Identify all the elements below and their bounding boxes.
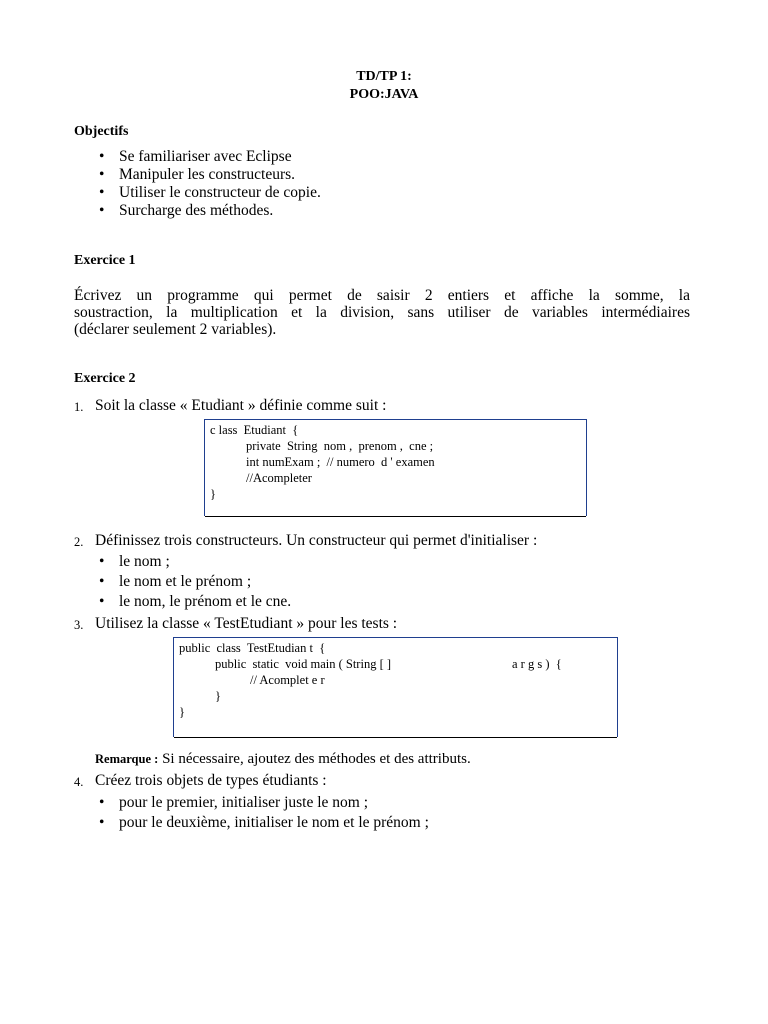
list-item: • Surcharge des méthodes. — [99, 202, 321, 220]
step-number: 3. — [74, 618, 84, 632]
paragraph-line: soustraction, la multiplication et la division, sans utiliser de variables intermédiaires — [74, 304, 690, 321]
list-item: • pour le premier, initialiser juste le nom ; — [99, 793, 429, 813]
list-item: • Se familiariser avec Eclipse — [99, 148, 321, 166]
code-line: //Acompleter — [246, 471, 312, 485]
paragraph-line: (déclarer seulement 2 variables). — [74, 321, 277, 338]
step-number: 4. — [74, 775, 84, 789]
code-block-etudiant — [204, 419, 587, 516]
step4-list — [99, 793, 429, 833]
code-block-testetudiant — [173, 637, 618, 737]
step2-list — [99, 552, 291, 612]
exercice1-heading: Exercice 1 — [74, 253, 136, 268]
paragraph-line: Écrivez un programme qui permet de saisir 2 entiers et affiche la somme, la — [74, 287, 690, 304]
code-line: } — [215, 689, 221, 703]
code-line: } — [210, 487, 216, 501]
list-item: • le nom et le prénom ; — [99, 572, 291, 592]
code-line: c lass Etudiant { — [210, 423, 299, 437]
step-number: 1. — [74, 400, 84, 414]
doc-title-line1: TD/TP 1: — [356, 69, 412, 84]
remark — [95, 750, 471, 768]
list-item: • le nom ; — [99, 552, 291, 572]
step-text: Définissez trois constructeurs. Un constructeur qui permet d'initialiser : — [95, 532, 538, 549]
exercice1-paragraph — [74, 287, 690, 338]
step-number: 2. — [74, 535, 84, 549]
list-item: • Manipuler les constructeurs. — [99, 166, 321, 184]
code-line: public static void main ( String [ ] — [215, 657, 392, 671]
code-line: int numExam ; // numero d ' examen — [246, 455, 435, 469]
code-line: private String nom , prenom , cne ; — [246, 439, 434, 453]
remark-label: Remarque : — [95, 752, 159, 766]
code-line: // Acomplet e r — [250, 673, 325, 687]
objectifs-list — [99, 148, 321, 220]
step-text: Créez trois objets de types étudiants : — [95, 772, 327, 789]
step-text: Soit la classe « Etudiant » définie comme suit : — [95, 397, 387, 414]
step-text: Utilisez la classe « TestEtudiant » pour les tests : — [95, 615, 398, 632]
objectifs-heading: Objectifs — [74, 124, 129, 139]
code-line: a r g s ) { — [512, 657, 562, 671]
remark-text: Si nécessaire, ajoutez des méthodes et des attributs. — [158, 751, 471, 767]
list-item: • Utiliser le constructeur de copie. — [99, 184, 321, 202]
list-item: • pour le deuxième, initialiser le nom et le prénom ; — [99, 813, 429, 833]
doc-title-line2: POO:JAVA — [349, 87, 419, 102]
list-item: • le nom, le prénom et le cne. — [99, 592, 291, 612]
exercice2-heading: Exercice 2 — [74, 371, 136, 386]
code-line: } — [179, 705, 185, 719]
code-line: public class TestEtudian t { — [179, 641, 326, 655]
